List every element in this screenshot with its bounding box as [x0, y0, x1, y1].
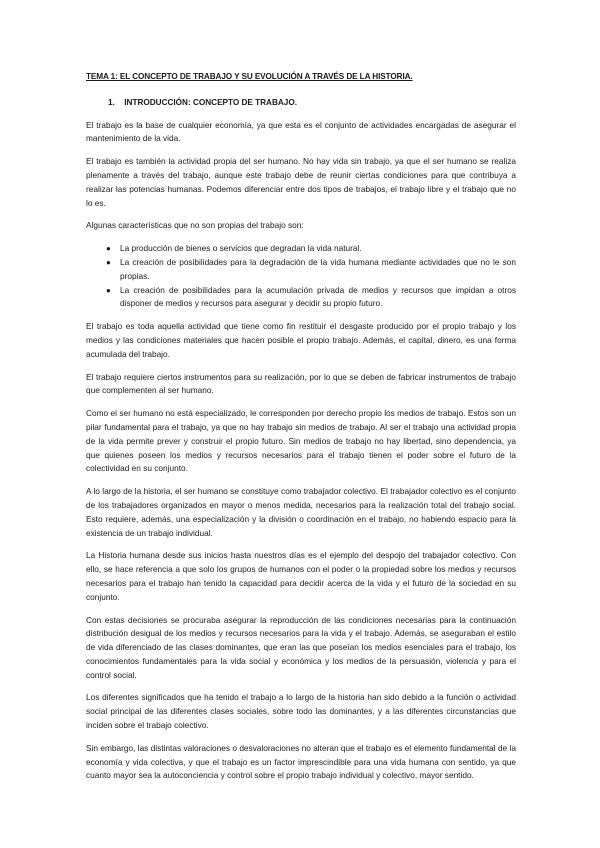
paragraph: Sin embargo, las distintas valoraciones o desvaloraciones no alteran que el trabajo es el elemento fundamental de la economía y vida colectiva, y que el trabajo es un factor imprescindible para una vida humana con sentido, ya que cuanto mayor sea la autoconciencia y control sobre el propio trabajo individual y colectivo, mayor sentido. — [86, 742, 516, 781]
list-item-text: La producción de bienes o servicios que degradan la vida natural. — [120, 243, 362, 254]
document-title: TEMA 1: EL CONCEPTO DE TRABAJO Y SU EVOLUCIÓN A TRAVÉS DE LA HISTORIA. — [86, 72, 413, 81]
paragraph: A lo largo de la historia, el ser humano se constituye como trabajador colectivo. El trabajador colectivo es el conjunto de los trabajadores organizados en mayor o menos medida, necesarios para la realización total del trabajo social. Esto requiere, además, una especialización y la división o coordinación en el trabajo, no habiendo espacio para la existencia de un trabajo individual. — [86, 486, 516, 538]
paragraph: Los diferentes significados que ha tenido el trabajo a lo largo de la historia han sido debido a la función o actividad social principal de las diferentes clases sociales, sobre todo las dominantes, y a las diferentes circunstancias que inciden sobre el trabajo colectivo. — [86, 692, 516, 731]
section-title: INTRODUCCIÓN: CONCEPTO DE TRABAJO. — [124, 97, 297, 107]
bullet-icon: ● — [106, 244, 111, 254]
list-item — [106, 256, 516, 284]
list-item-text: La creación de posibilidades para la acumulación privada de medios y recursos que impidan a otros disponer de medios y recursos para asegurar y decidir su propio futuro. — [120, 284, 516, 309]
paragraph: Algunas características que no son propias del trabajo son: — [86, 220, 304, 231]
paragraph: La Historia humana desde sus inicios hasta nuestros días es el ejemplo del despojo del trabajador colectivo. Con ello, se hace referencia a que solo los grupos de humanos con el poder o la propiedad sobre los medios y recursos necesarios para el trabajo han tenido la capacidad para decidir acerca de la vida y el futuro de la sociedad en su conjunto. — [86, 550, 516, 602]
paragraph: El trabajo es también la actividad propia del ser humano. No hay vida sin trabajo, ya que el ser humano se realiza plenamente a través del trabajo, aunque este trabajo debe de reunir ciertas condiciones para que contribuya a realizar las potencias humanas. Podemos diferenciar entre dos tipos de trabajos, el trabajo libre y el trabajo que no lo es. — [86, 156, 516, 208]
paragraph: El trabajo es toda aquella actividad que tiene como fin restituir el desgaste producido por el propio trabajo y los medios y las condiciones materiales que hacen posible el propio trabajo. Además, el capital, dinero, es una forma acumulada del trabajo. — [86, 321, 516, 359]
section-number: 1. — [108, 97, 115, 107]
document-body — [86, 70, 516, 792]
paragraph: Con estas decisiones se procuraba asegurar la reproducción de las condiciones necesarias para la continuación distribución desigual de los medios y recursos necesarios para la vida y el trabajo. Además, se aseguraban el estilo de vida diferenciado de las clases dominantes, que eran las que poseían los medios esenciales para el trabajo, los conocimientos fundamentales para la vida social y económica y los medios de la persuasión, violencia y para el control social. — [86, 614, 516, 680]
list-item — [106, 284, 516, 312]
section-heading — [86, 96, 516, 110]
characteristics-list — [86, 242, 516, 311]
paragraph: El trabajo es la base de cualquier economía, ya que esta es el conjunto de actividades encargadas de asegurar el mantenimiento de la vida. — [86, 119, 516, 144]
list-item — [106, 242, 516, 256]
list-item-text: La creación de posibilidades para la degradación de la vida humana mediante actividades que no le son propias. — [120, 256, 516, 281]
paragraph: El trabajo requiere ciertos instrumentos para su realización, por lo que se deben de fabricar instrumentos de trabajo que complementen al ser humano. — [86, 371, 516, 396]
bullet-icon: ● — [106, 257, 111, 267]
paragraph: Como el ser humano no está especializado, le corresponden por derecho propio los medios de trabajo. Estos son un pilar fundamental para el trabajo, ya que no hay trabajo sin medios de trabajo. Al ser el trabajo una actividad propia de la vida permite prever y construir el propio futuro. Sin medios de trabajo no hay libertad, sino dependencia, ya que quienes poseen los medios y recursos necesarios para el trabajo tienen el poder sobre el futuro de la colectividad en su conjunto. — [86, 408, 516, 474]
bullet-icon: ● — [106, 285, 111, 295]
